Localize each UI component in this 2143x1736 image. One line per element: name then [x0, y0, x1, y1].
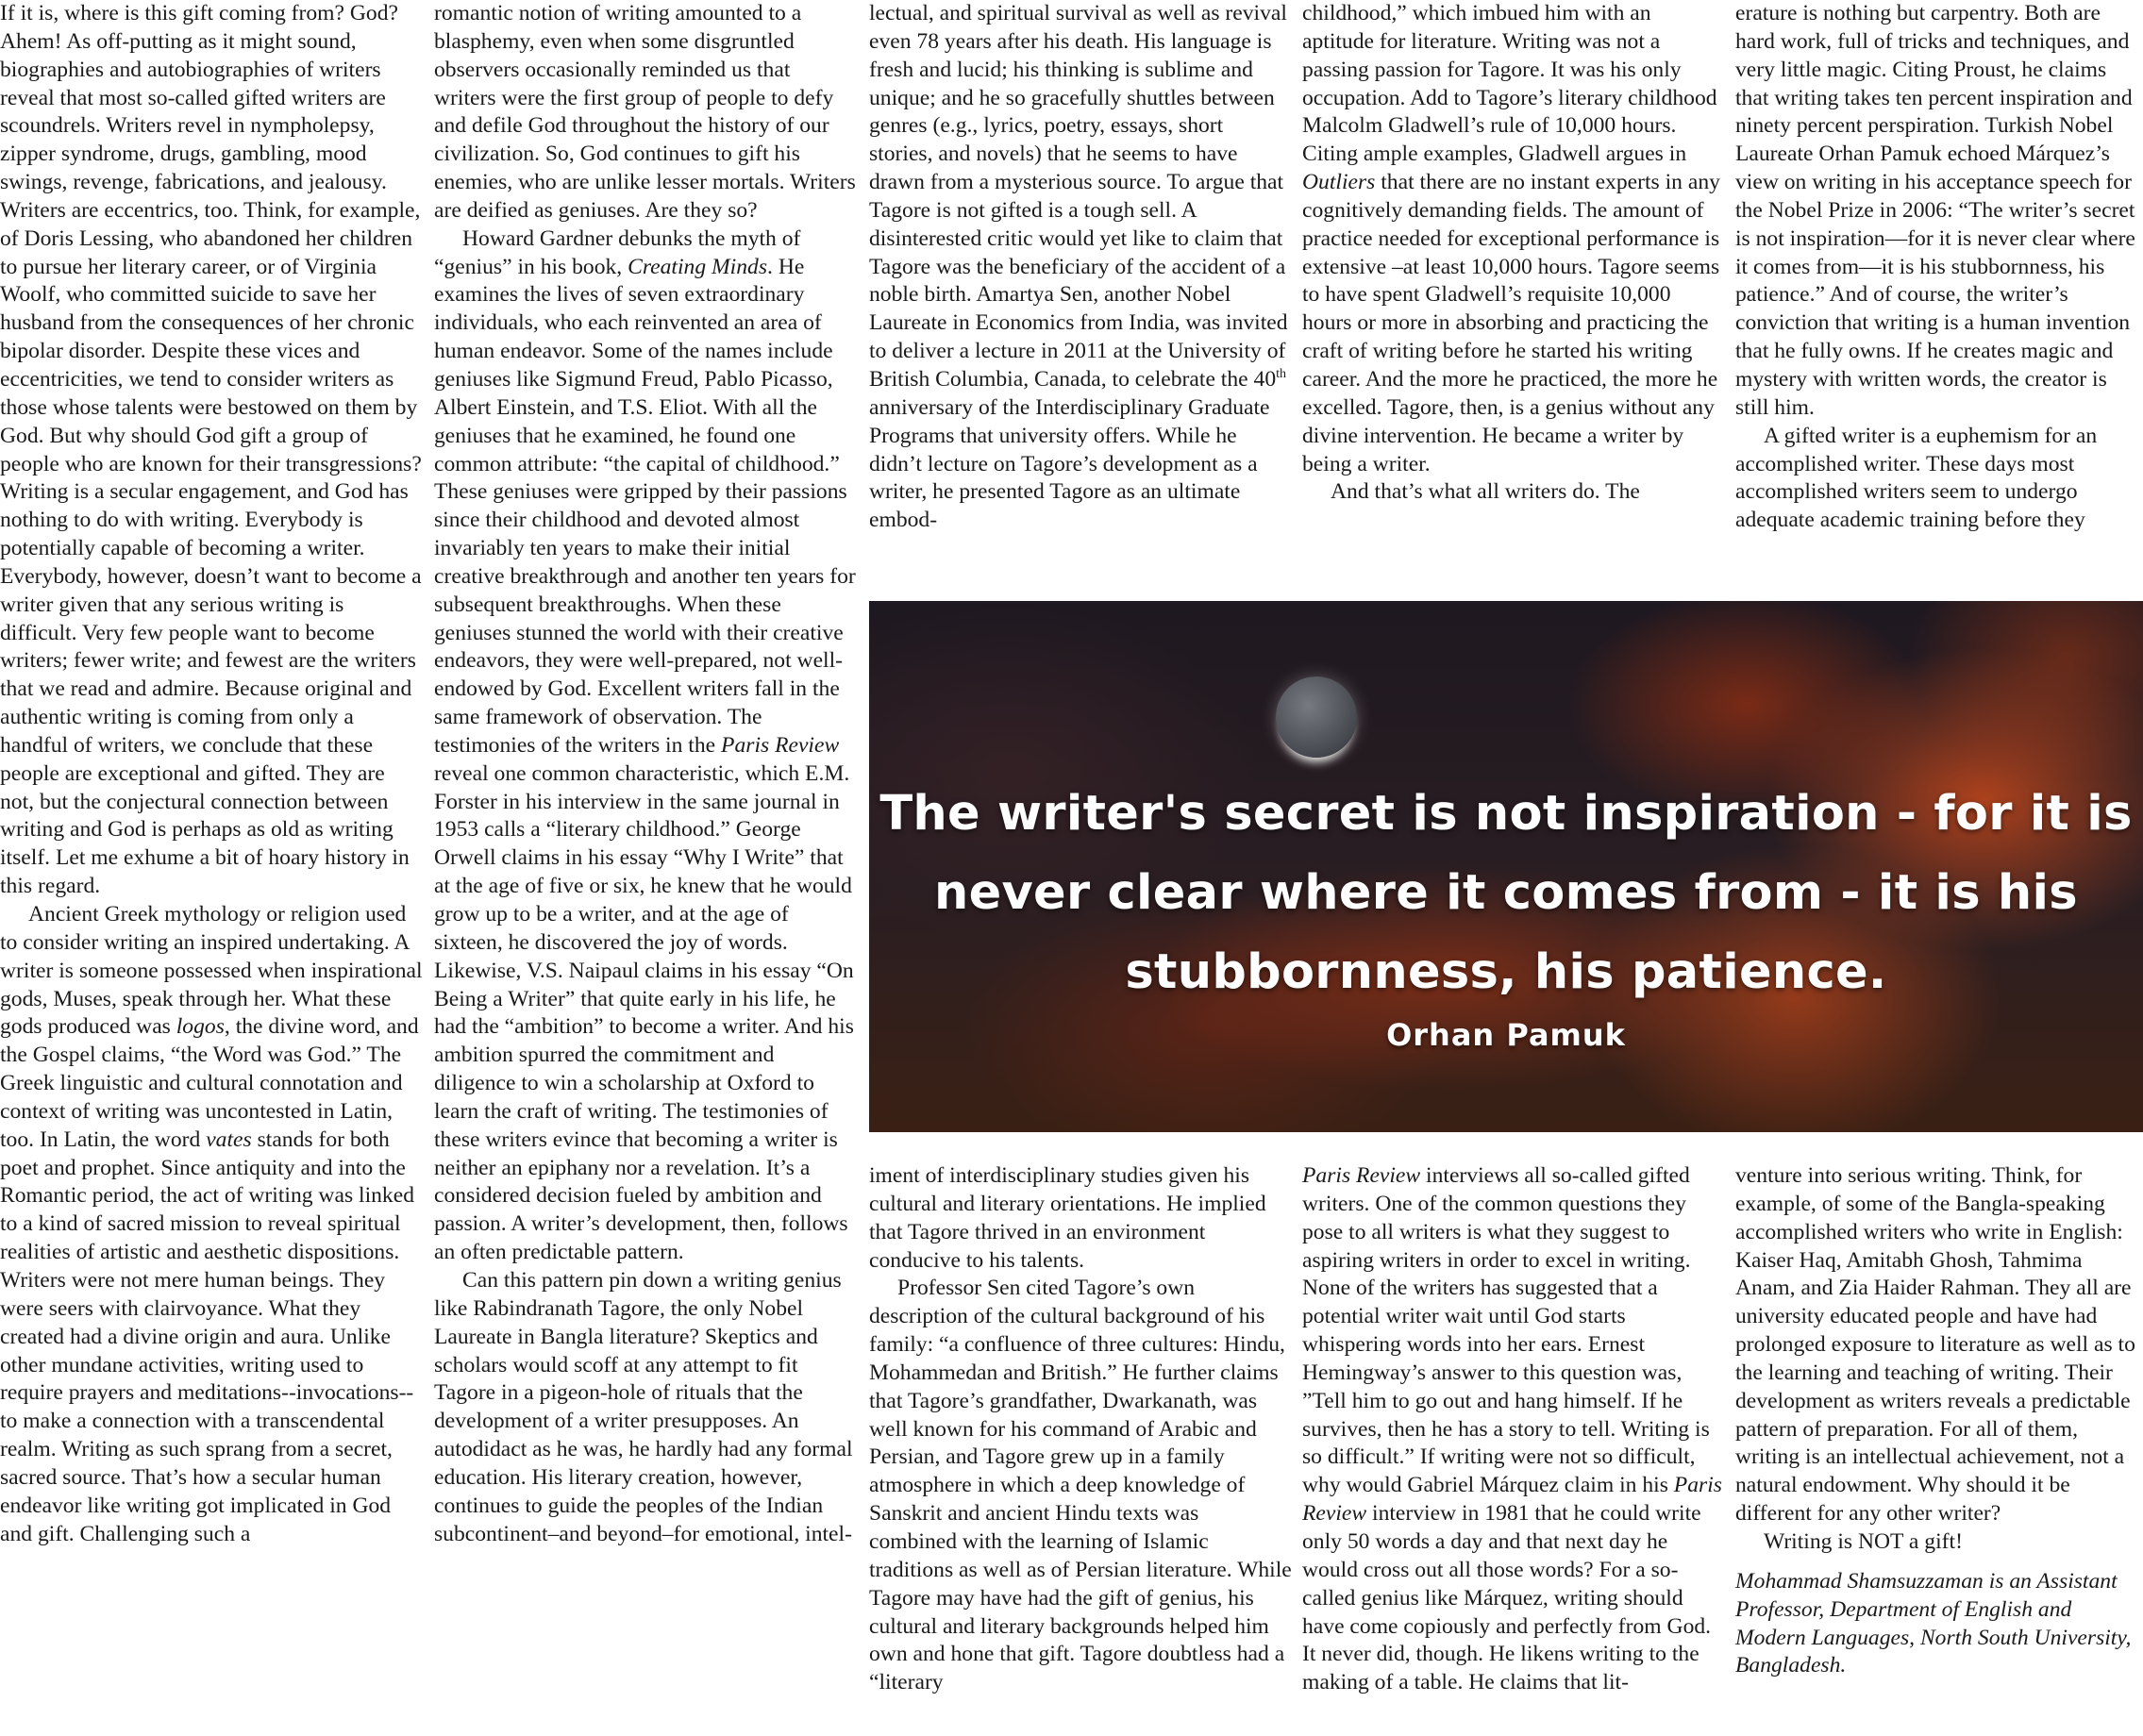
paragraph: erature is nothing but carpentry. Both are hard work, full of tricks and techniques, and very little magic. Citing Proust, he claims that writing takes ten percent inspiration and ninety percent perspiration. Turkish Nobel Laureate Orhan Pamuk echoed Márquez’s view on writing in his acceptance speech for the Nobel Prize in 2006: “The writer’s secret is not inspiration—for it is never clear where it comes from—it is his stubbornness, his patience.” And of course, the writer’s conviction that writing is a human invention that he fully owns. If he creates magic and mystery with written words, the creator is still him. — [1735, 1, 2135, 420]
paragraph: And that’s what all writers do. The — [1331, 479, 1640, 505]
article-column-3-top — [869, 0, 1292, 535]
paragraph: A gifted writer is a euphemism for an accomplished writer. These days most accomplished writers seem to undergo adequate academic training before they — [1735, 423, 2098, 533]
paragraph: Paris Review interviews all so-called gifted writers. One of the common questions they pose to all writers is what they suggest to aspiring writers in order to excel in writing. None of the writers has suggested that a potential writer wait until God starts whispering words into her ears. Ernest Hemingway’s answer to this question was, ”Tell him to go out and hang himself. If he survives, then he has a story to tell. Writing is so difficult.” If writing were not so difficult, why would Gabriel Márquez claim in his Paris Review interview in 1981 that he could write only 50 words a day and that next day he would cross out all those words? For a so-called genius like Márquez, writing should have come copiously and perfectly from God. It never did, though. He likens writing to the making of a table. He claims that lit- — [1302, 1163, 1722, 1695]
book-title: Outliers — [1302, 170, 1376, 195]
book-title: Creating Minds — [628, 254, 768, 279]
paragraph: iment of interdisciplinary studies given his cultural and literary orientations. He implied that Tagore thrived in an environment conducive to his talents. — [869, 1163, 1266, 1273]
closing-line: Writing is NOT a gift! — [1764, 1528, 1963, 1554]
article-column-1 — [0, 0, 423, 1548]
paragraph: Ancient Greek mythology or religion used to consider writing an inspired undertaking. A writer is someone possessed when inspirational gods, Muses, speak through her. What these gods produced was logos, the divine word, and the Gospel claims, “the Word was God.” The Greek linguistic and cultural connotation and context of writing was uncontested in Latin, too. In Latin, the word vates stands for both poet and prophet. Since antiquity and into the Romantic period, the act of writing was linked to a kind of sacred mission to reveal spiritual realities of artistic and aesthetic dispositions. Writers were not mere human beings. They were seers with clairvoyance. What they created had a divine origin and aura. Unlike other mundane activities, writing used to require prayers and meditations--invocations-- to make a connection with a transcendental realm. Writing as such sprang from a secret, sacred source. That’s how a secular human endeavor like writing got implicated in God and gift. Challenging such a — [0, 902, 423, 1546]
italic-term: logos — [176, 1014, 225, 1040]
quote-line: never clear where it comes from - it is his — [934, 865, 2078, 921]
italic-term: vates — [206, 1127, 252, 1152]
article-column-5-bottom — [1735, 1162, 2143, 1680]
quote-photo — [869, 601, 2143, 1132]
paragraph: Can this pattern pin down a writing genius like Rabindranath Tagore, the only Nobel Laureate in Bangla literature? Skeptics and scholars would scoff at any attempt to fit Tagore in a pigeon-hole of rituals that the development of a writer presupposes. An autodidact as he was, he hardly had any formal education. His literary creation, however, continues to guide the peoples of the Indian subcontinent–and beyond–for emotional, intel- — [434, 1267, 853, 1546]
journal-title: Paris Review — [1302, 1163, 1421, 1188]
paragraph: venture into serious writing. Think, for example, of some of the Bangla-speaking accomplished writers who write in English: Kaiser Haq, Amitabh Ghosh, Tahmima Anam, and Zia Haider Rahman. They all are university educated people and have had prolonged exposure to literature as well as to the learning and teaching of writing. Their development as writers reveals a predictable pattern of preparation. For all of them, writing is an intellectual achievement, not a natural endowment. Why should it be different for any other writer? — [1735, 1163, 2135, 1527]
article-column-2 — [434, 0, 857, 1548]
superscript: th — [1276, 367, 1287, 382]
paragraph: Professor Sen cited Tagore’s own description of the cultural background of his family: “a confluence of three cultures: Hindu, Mohammedan and British.” He further claims that Tagore’s grandfather, Dwarkanath, was well known for his command of Arabic and Persian, and Tagore grew up in a family atmosphere in which a deep knowledge of Sanskrit and ancient Hindu texts was combined with the learning of Islamic traditions as well as of Persian literature. While Tagore may have had the gift of genius, his cultural and literary backgrounds helped him own and hone that gift. Tagore doubtless had a “literary — [869, 1276, 1292, 1695]
article-column-4-top — [1302, 0, 1725, 507]
author-bio: Mohammad Shamsuzzaman is an Assistant Professor, Department of English and Modern Languages, North South University, Bangladesh. — [1735, 1568, 2132, 1678]
crescent-moon-image — [1276, 676, 1357, 758]
quote-line: stubbornness, his patience. — [1125, 944, 1887, 1000]
quote-line: The writer's secret is not inspiration - for it is — [879, 786, 2133, 842]
article-column-4-bottom — [1302, 1162, 1725, 1697]
pull-quote — [869, 775, 2143, 1012]
article-column-3-bottom — [869, 1162, 1292, 1697]
paragraph: If it is, where is this gift coming from? God? Ahem! As off-putting as it might sound, biographies and autobiographies of writers reveal that most so-called gifted writers are scoundrels. Writers revel in nympholepsy, zipper syndrome, drugs, gambling, mood swings, revenge, fabrications, and jealousy. Writers are eccentrics, too. Think, for example, of Doris Lessing, who abandoned her children to pursue her literary career, or of Virginia Woolf, who committed suicide to save her husband from the consequences of her chronic bipolar disorder. Despite these vices and eccentricities, we tend to consider writers as those whose talents were bestowed on them by God. But why should God gift a group of people who are known for their transgressions? Writing is a secular engagement, and God has nothing to do with writing. Everybody is potentially capable of becoming a writer. Everybody, however, doesn’t want to become a writer given that any serious writing is difficult. Very few people want to become writers; fewer write; and fewest are the writers that we read and admire. Because original and authentic writing is coming from only a handful of writers, we conclude that these people are exceptional and gifted. They are not, but the conjectural connection between writing and God is perhaps as old as writing itself. Let me exhume a bit of hoary history in this regard. — [0, 1, 422, 899]
paragraph: romantic notion of writing amounted to a blasphemy, even when some disgruntled observers occasionally reminded us that writers were the first group of people to defy and defile God throughout the history of our civilization. So, God continues to gift his enemies, who are unlike lesser mortals. Writers are deified as geniuses. Are they so? — [434, 1, 856, 223]
article-column-5-top — [1735, 0, 2143, 535]
journal-title: Paris Review — [1302, 1473, 1722, 1527]
paragraph: childhood,” which imbued him with an aptitude for literature. Writing was not a passing passion for Tagore. It was his only occupation. Add to Tagore’s literary childhood Malcolm Gladwell’s rule of 10,000 hours. Citing ample examples, Gladwell argues in Outliers that there are no instant experts in any cognitively demanding fields. The amount of practice needed for exceptional performance is extensive –at least 10,000 hours. Tagore seems to have spent Gladwell’s requisite 10,000 hours or more in absorbing and practicing the craft of writing before he started his writing career. And the more he practiced, the more he excelled. Tagore, then, is a genius without any divine intervention. He became a writer by being a writer. — [1302, 1, 1720, 476]
quote-author: Orhan Pamuk — [1386, 1017, 1626, 1053]
paragraph: Howard Gardner debunks the myth of “genius” in his book, Creating Minds. He examines the lives of seven extraordinary individuals, who each reinvented an area of human endeavor. Some of the names include geniuses like Sigmund Freud, Pablo Picasso, Albert Einstein, and T.S. Eliot. With all the geniuses that he examined, he found one common attribute: “the capital of childhood.” These geniuses were gripped by their passions since their childhood and devoted almost invariably ten years to make their initial creative breakthrough and another ten years for subsequent breakthroughs. When these geniuses stunned the world with their creative endeavors, they were well-prepared, not well-endowed by God. Excellent writers fall in the same framework of observation. The testimonies of the writers in the Paris Review reveal one common characteristic, which E.M. Forster in his interview in the same journal in 1953 calls a “literary childhood.” George Orwell claims in his essay “Why I Write” that at the age of five or six, he knew that he would grow up to be a writer, and at the age of sixteen, he discovered the joy of words. Likewise, V.S. Naipaul claims in his essay “On Being a Writer” that quite early in his life, he had the “ambition” to become a writer. And his ambition spurred the commitment and diligence to win a scholarship at Oxford to learn the craft of writing. The testimonies of these writers evince that becoming a writer is neither an epiphany nor a revelation. It’s a considered decision fueled by ambition and passion. A writer’s development, then, follows an often predictable pattern. — [434, 225, 856, 1265]
paragraph: lectual, and spiritual survival as well as revival even 78 years after his death. His language is fresh and lucid; his thinking is sublime and unique; and he so gracefully shuttles between genres (e.g., lyrics, poetry, essays, short stories, and novels) that he seems to have drawn from a mysterious source. To argue that Tagore is not gifted is a tough sell. A disinterested critic would yet like to claim that Tagore was the beneficiary of the accident of a noble birth. Amartya Sen, another Nobel Laureate in Economics from India, was invited to deliver a lecture in 2011 at the University of British Columbia, Canada, to celebrate the 40th anniversary of the Interdisciplinary Graduate Programs that university offers. While he didn’t lecture on Tagore’s development as a writer, he presented Tagore as an ultimate embod- — [869, 1, 1288, 533]
journal-title: Paris Review — [721, 732, 840, 758]
